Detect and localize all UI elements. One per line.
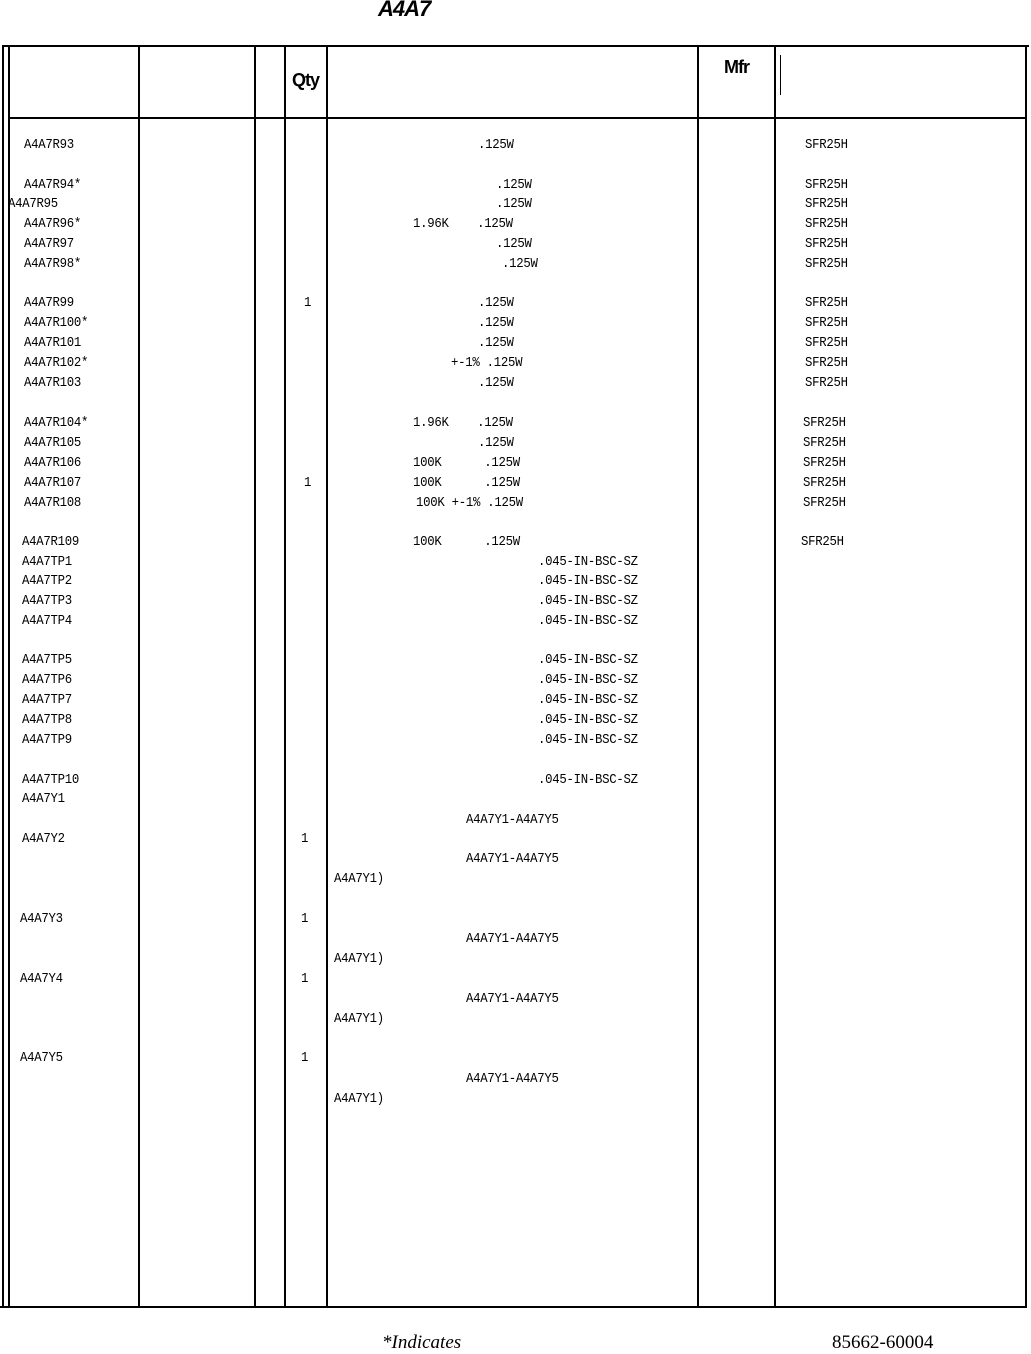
reference-designator: A4A7R105: [24, 435, 82, 451]
table-left-border: [2, 45, 4, 1308]
description-cell: .125W: [478, 375, 514, 391]
reference-designator: A4A7TP2: [22, 573, 72, 589]
reference-designator: A4A7R103: [24, 375, 82, 391]
reference-designator: A4A7R107: [24, 475, 82, 491]
reference-designator: A4A7TP7: [22, 692, 72, 708]
description-cell: .125W: [478, 315, 514, 331]
description-cell: 100K .125W: [413, 534, 520, 550]
reference-designator: A4A7Y5: [20, 1050, 63, 1066]
description-cell: 100K .125W: [413, 455, 520, 471]
reference-designator: A4A7Y1: [22, 791, 65, 807]
mfr-part-cell: SFR25H: [805, 216, 848, 232]
description-cell: 1.96K .125W: [413, 415, 513, 431]
description-cell: .045-IN-BSC-SZ: [538, 554, 638, 570]
col-divider-5: [697, 45, 699, 1308]
description-cell: .045-IN-BSC-SZ: [538, 593, 638, 609]
description-cell: A4A7Y1): [334, 1011, 384, 1027]
reference-designator: A4A7R93: [24, 137, 74, 153]
description-cell: .125W: [478, 435, 514, 451]
description-cell: A4A7Y1): [334, 951, 384, 967]
reference-designator: A4A7R98*: [24, 256, 82, 272]
mfr-part-cell: SFR25H: [805, 256, 848, 272]
reference-designator: A4A7R95: [8, 196, 58, 212]
reference-designator: A4A7R100*: [24, 315, 89, 331]
mfr-part-cell: SFR25H: [805, 295, 848, 311]
table-bottom-border: [0, 1306, 1027, 1308]
qty-cell: 1: [301, 1050, 309, 1066]
col-divider-4: [326, 45, 328, 1308]
qty-header: Qty: [292, 70, 320, 90]
footer-note: *Indicates: [382, 1332, 462, 1353]
description-cell: A4A7Y1): [334, 871, 384, 887]
reference-designator: A4A7TP1: [22, 554, 72, 570]
reference-designator: A4A7R96*: [24, 216, 82, 232]
description-cell: .045-IN-BSC-SZ: [538, 613, 638, 629]
reference-designator: A4A7R109: [22, 534, 80, 550]
qty-cell: 1: [301, 911, 309, 927]
page-title: A4A7: [378, 0, 431, 21]
mfr-part-cell: SFR25H: [803, 435, 846, 451]
col-divider-6: [774, 45, 776, 1308]
table-left-border-inner: [8, 45, 10, 1308]
description-cell: 100K +-1% .125W: [416, 495, 523, 511]
col-divider-6b: [780, 55, 781, 95]
mfr-part-cell: SFR25H: [805, 375, 848, 391]
description-cell: A4A7Y1): [334, 1091, 384, 1107]
mfr-part-cell: SFR25H: [805, 177, 848, 193]
mfr-part-cell: SFR25H: [803, 495, 846, 511]
reference-designator: A4A7R101: [24, 335, 82, 351]
qty-cell: 1: [301, 831, 309, 847]
description-cell: .045-IN-BSC-SZ: [538, 573, 638, 589]
reference-designator: A4A7TP8: [22, 712, 72, 728]
mfr-part-cell: SFR25H: [805, 137, 848, 153]
table-top-border: [2, 45, 1029, 47]
mfr-part-cell: SFR25H: [801, 534, 844, 550]
reference-designator: A4A7TP6: [22, 672, 72, 688]
reference-designator: A4A7R94*: [24, 177, 82, 193]
mfr-part-cell: SFR25H: [805, 335, 848, 351]
mfr-part-cell: SFR25H: [803, 455, 846, 471]
reference-designator: A4A7Y2: [22, 831, 65, 847]
description-cell: .045-IN-BSC-SZ: [538, 772, 638, 788]
mfr-part-cell: SFR25H: [805, 236, 848, 252]
col-divider-1: [138, 45, 140, 1308]
reference-designator: A4A7TP5: [22, 652, 72, 668]
description-cell: .045-IN-BSC-SZ: [538, 692, 638, 708]
footer-part-number: 85662-60004: [832, 1332, 934, 1353]
mfr-part-cell: SFR25H: [805, 196, 848, 212]
reference-designator: A4A7R97: [24, 236, 74, 252]
col-divider-2: [254, 45, 256, 1308]
reference-designator: A4A7TP4: [22, 613, 72, 629]
description-cell: +-1% .125W: [451, 355, 523, 371]
mfr-part-cell: SFR25H: [803, 475, 846, 491]
description-cell: .125W: [478, 295, 514, 311]
description-cell: .125W: [496, 196, 532, 212]
description-cell: .125W: [496, 177, 532, 193]
mfr-part-cell: SFR25H: [805, 315, 848, 331]
qty-cell: 1: [304, 475, 312, 491]
reference-designator: A4A7R99: [24, 295, 74, 311]
reference-designator: A4A7Y3: [20, 911, 63, 927]
description-cell: .125W: [478, 335, 514, 351]
description-cell: .045-IN-BSC-SZ: [538, 652, 638, 668]
description-cell: .045-IN-BSC-SZ: [538, 672, 638, 688]
description-cell: .125W: [502, 256, 538, 272]
description-cell: .125W: [496, 236, 532, 252]
reference-designator: A4A7R102*: [24, 355, 89, 371]
description-cell: 1.96K .125W: [413, 216, 513, 232]
description-cell: .045-IN-BSC-SZ: [538, 712, 638, 728]
qty-cell: 1: [304, 295, 312, 311]
header-divider: [8, 117, 1027, 119]
reference-designator: A4A7R108: [24, 495, 82, 511]
description-cell: .045-IN-BSC-SZ: [538, 732, 638, 748]
reference-designator: A4A7R104*: [24, 415, 89, 431]
table-right-border: [1025, 45, 1027, 1308]
mfr-part-cell: SFR25H: [805, 355, 848, 371]
reference-designator: A4A7Y4: [20, 971, 63, 987]
qty-cell: 1: [301, 971, 309, 987]
description-cell: A4A7Y1-A4A7Y5: [466, 931, 559, 947]
reference-designator: A4A7TP9: [22, 732, 72, 748]
description-cell: 100K .125W: [413, 475, 520, 491]
description-cell: .125W: [478, 137, 514, 153]
reference-designator: A4A7R106: [24, 455, 82, 471]
description-cell: A4A7Y1-A4A7Y5: [466, 991, 559, 1007]
description-cell: A4A7Y1-A4A7Y5: [466, 851, 559, 867]
mfr-part-cell: SFR25H: [803, 415, 846, 431]
reference-designator: A4A7TP3: [22, 593, 72, 609]
mfr-header: Mfr: [724, 57, 749, 77]
description-cell: A4A7Y1-A4A7Y5: [466, 812, 559, 828]
description-cell: A4A7Y1-A4A7Y5: [466, 1071, 559, 1087]
reference-designator: A4A7TP10: [22, 772, 80, 788]
col-divider-3: [284, 45, 286, 1308]
